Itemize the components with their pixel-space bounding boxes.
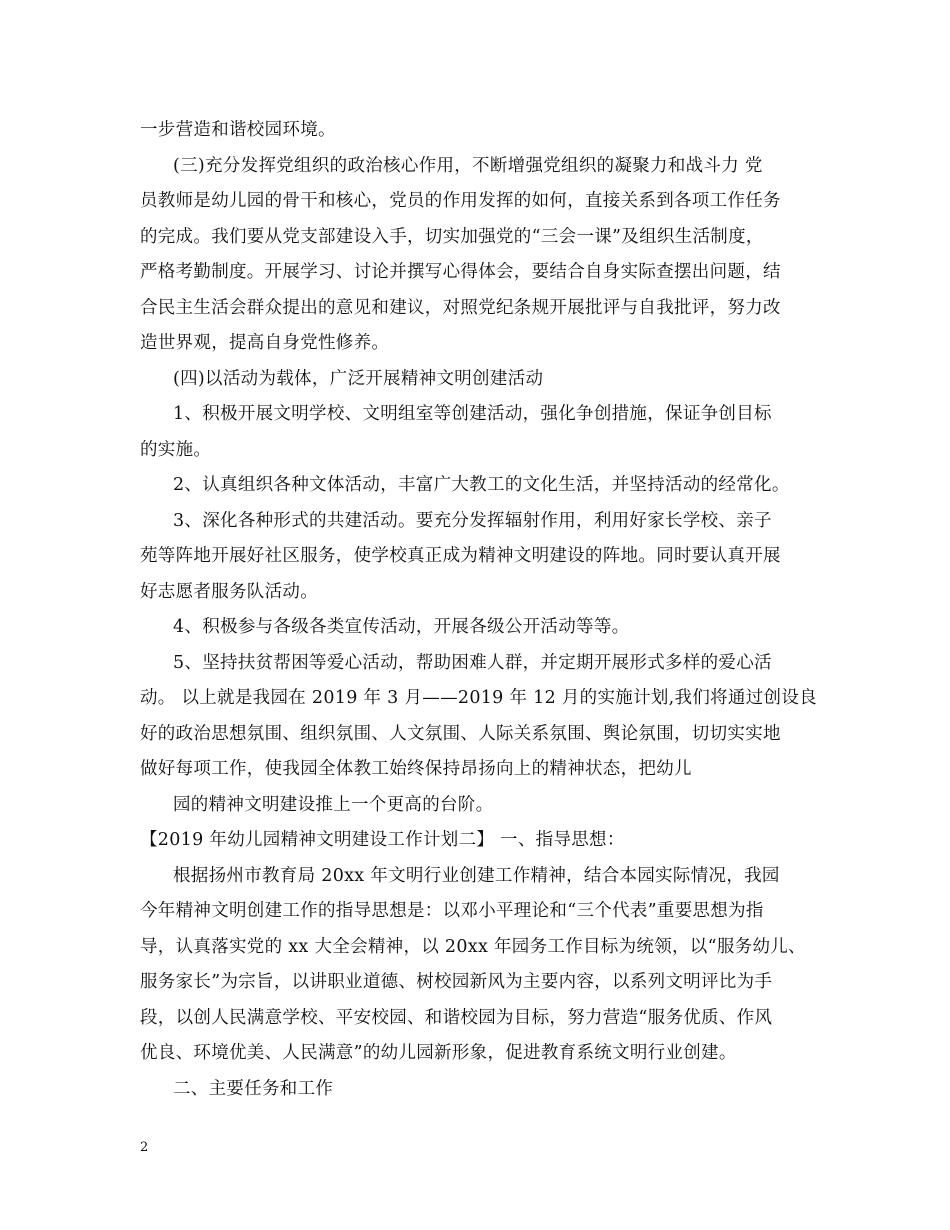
text-line: 造世界观，提高自身党性修养。 [140,333,390,353]
text-line: 合民主生活会群众提出的意见和建议，对照党纪条规开展批评与自我批评，努力改 [140,297,781,318]
text-line: (四)以活动为载体，广泛开展精神文明创建活动 [173,368,544,389]
text-line: 根据扬州市教育局 20xx 年文明行业创建工作精神，结合本园实际情况，我园 [173,865,780,886]
document-body [140,113,820,1107]
text-line: 的完成。我们要从党支部建设入手，切实加强党的“三会一课”及组织生活制度， [140,226,764,247]
text-line: 3、深化各种形式的共建活动。要充分发挥辐射作用，利用好家长学校、亲子 [173,510,772,531]
text-line: 服务家长”为宗旨，以讲职业道德、树校园新风为主要内容，以系列文明评比为手 [140,972,773,992]
text-line: (三)充分发挥党组织的政治核心作用，不断增强党组织的凝聚力和战斗力 党 [173,155,763,176]
text-line: 严格考勤制度。开展学习、讨论并撰写心得体会，要结合自身实际查摆出问题，结 [140,262,781,282]
text-line: 动。 以上就是我园在 2019 年 3 月——2019 年 12 月的实施计划,我们将通过创设良 [140,688,817,708]
text-line: 园的精神文明建设推上一个更高的台阶。 [173,794,494,815]
text-line: 的实施。 [140,439,212,460]
text-line: 【2019 年幼儿园精神文明建设工作计划二】 一、指导思想： [140,830,625,850]
text-line: 5、坚持扶贫帮困等爱心活动，帮助困难人群，并定期开展形式多样的爱心活 [173,652,772,673]
text-line: 2、认真组织各种文体活动，丰富广大教工的文化生活，并坚持活动的经常化。 [173,475,790,495]
text-line: 苑等阵地开展好社区服务，使学校真正成为精神文明建设的阵地。同时要认真开展 [140,546,781,566]
text-line: 做好每项工作，使我园全体教工始终保持昂扬向上的精神状态，把幼儿 [140,759,692,779]
text-line: 今年精神文明创建工作的指导思想是：以邓小平理论和“三个代表”重要思想为指 [140,901,764,921]
text-line: 导，认真落实党的 xx 大全会精神，以 20xx 年园务工作目标为统领，以“服务幼儿、 [140,936,806,957]
text-line: 优良、环境优美、人民满意”的幼儿园新形象，促进教育系统文明行业创建。 [140,1043,737,1063]
text-line: 1、积极开展文明学校、文明组室等创建活动，强化争创措施，保证争创目标 [173,404,772,424]
text-line: 4、积极参与各级各类宣传活动，开展各级公开活动等等。 [173,617,630,637]
text-line: 好的政治思想氛围、组织氛围、人文氛围、人际关系氛围、舆论氛围，切切实实地 [140,723,781,744]
page-number: 2 [140,1140,149,1155]
text-line: 段，以创人民满意学校、平安校园、和谐校园为目标，努力营造“服务优质、作风 [140,1007,773,1028]
text-line: 一步营造和谐校园环境。 [140,120,336,140]
text-line: 员教师是幼儿园的骨干和核心，党员的作用发挥的如何，直接关系到各项工作任务 [140,191,781,211]
text-line: 好志愿者服务队活动。 [140,581,318,602]
text-line: 二、主要任务和工作 [173,1078,334,1099]
